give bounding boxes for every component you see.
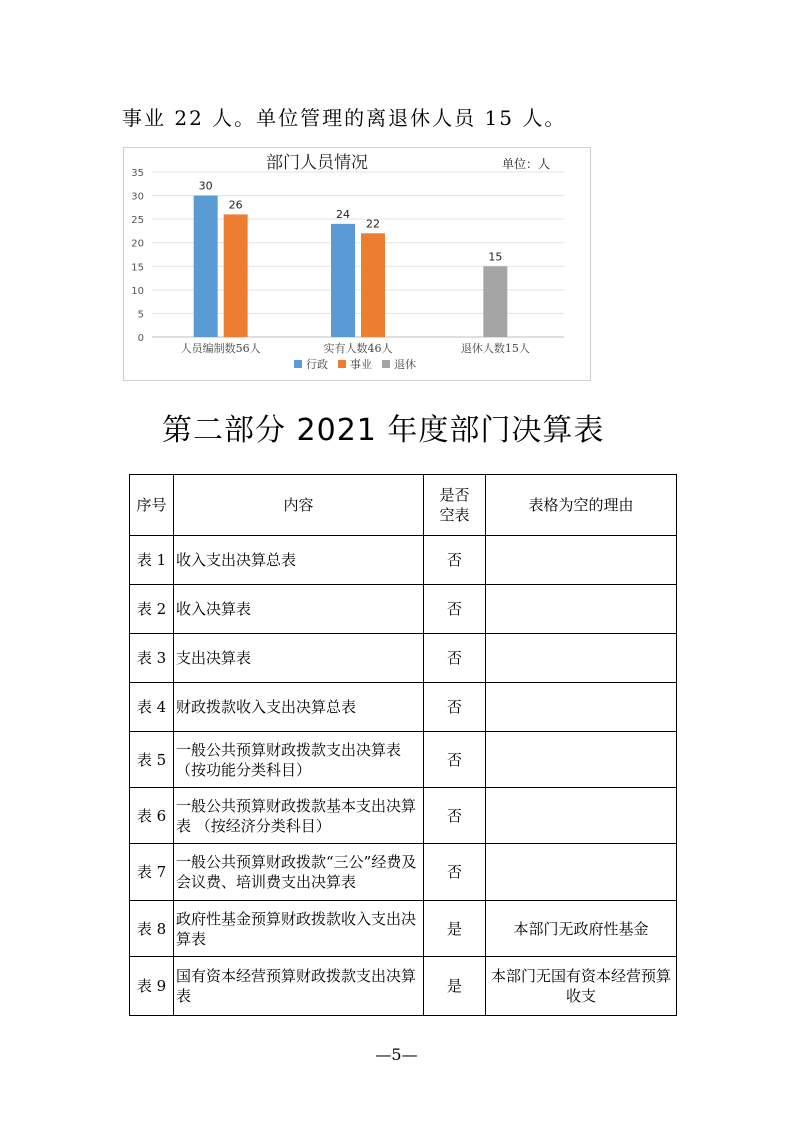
table-row [130,536,677,585]
row-empty: 否 [424,844,486,901]
row-no: 表 2 [130,585,174,634]
y-tick-label: 5 [137,309,144,321]
x-category-label: 退休人数15人 [460,342,530,355]
row-empty: 是 [424,901,486,957]
header-no: 序号 [130,475,174,536]
row-empty: 否 [424,634,486,683]
row-content: 一般公共预算财政拨款“三公”经费及会议费、培训费支出决算表 [174,844,424,901]
row-empty: 否 [424,683,486,732]
table-row [130,634,677,683]
row-content: 一般公共预算财政拨款基本支出决算表 （按经济分类科目） [174,788,424,844]
x-category-label: 实有人数46人 [323,342,393,355]
bar-行政 [194,196,218,337]
y-tick-label: 25 [131,215,144,227]
table-row [130,683,677,732]
header-empty-line2: 空表 [439,506,470,524]
table-row [130,732,677,788]
data-label: 24 [336,207,350,221]
row-content: 收入支出决算总表 [174,536,424,585]
staff-bar-chart [123,147,591,381]
final-accounts-table [129,474,677,1016]
page-number: —5— [375,1045,418,1064]
data-label: 15 [488,250,503,264]
legend-label: 行政 [306,358,328,371]
chart-svg [124,148,590,380]
row-empty: 否 [424,788,486,844]
row-reason [486,585,677,634]
row-reason [486,844,677,901]
chart-unit-label: 单位：人 [501,157,551,171]
row-content: 收入决算表 [174,585,424,634]
row-reason [486,732,677,788]
row-no: 表 5 [130,732,174,788]
row-reason [486,536,677,585]
row-content: 财政拨款收入支出决算总表 [174,683,424,732]
table-row [130,585,677,634]
legend-swatch-退休 [382,360,390,368]
y-tick-label: 35 [131,168,144,179]
row-empty: 是 [424,957,486,1016]
table-row [130,901,677,957]
bar-事业 [361,233,385,337]
y-tick-label: 20 [131,238,144,250]
row-empty: 否 [424,732,486,788]
table-row [130,957,677,1016]
row-no: 表 3 [130,634,174,683]
x-category-label: 人员编制数56人 [180,342,261,355]
data-label: 22 [366,217,380,231]
header-reason: 表格为空的理由 [486,475,677,536]
row-no: 表 7 [130,844,174,901]
row-reason [486,634,677,683]
section-title: 第二部分 2021 年度部门决算表 [162,413,605,448]
y-tick-label: 0 [137,333,144,344]
legend-swatch-事业 [338,360,346,368]
y-tick-label: 30 [131,191,144,203]
header-empty [424,475,486,536]
bar-行政 [331,224,355,337]
row-empty: 否 [424,585,486,634]
legend-label: 事业 [350,358,372,371]
row-reason: 本部门无政府性基金 [486,901,677,957]
row-content: 政府性基金预算财政拨款收入支出决算表 [174,901,424,957]
row-no: 表 8 [130,901,174,957]
intro-text: 事业 22 人。单位管理的离退休人员 15 人。 [122,106,567,130]
row-no: 表 9 [130,957,174,1016]
row-empty: 否 [424,536,486,585]
y-tick-label: 15 [131,262,144,274]
row-reason [486,683,677,732]
legend-label: 退休 [394,358,416,371]
header-empty-line1: 是否 [439,486,470,504]
table-row [130,844,677,901]
row-reason: 本部门无国有资本经营预算收支 [486,957,677,1016]
row-no: 表 1 [130,536,174,585]
data-label: 30 [198,179,213,193]
legend-swatch-行政 [294,360,302,368]
table-header-row [130,475,677,536]
table-row [130,788,677,844]
bar-事业 [224,214,248,337]
chart-title: 部门人员情况 [266,153,368,173]
header-content: 内容 [174,475,424,536]
row-reason [486,788,677,844]
y-tick-label: 10 [131,285,144,297]
row-no: 表 6 [130,788,174,844]
bar-退休 [483,266,507,337]
row-content: 国有资本经营预算财政拨款支出决算表 [174,957,424,1016]
row-content: 支出决算表 [174,634,424,683]
row-no: 表 4 [130,683,174,732]
row-content: 一般公共预算财政拨款支出决算表（按功能分类科目） [174,732,424,788]
data-label: 26 [228,198,243,212]
